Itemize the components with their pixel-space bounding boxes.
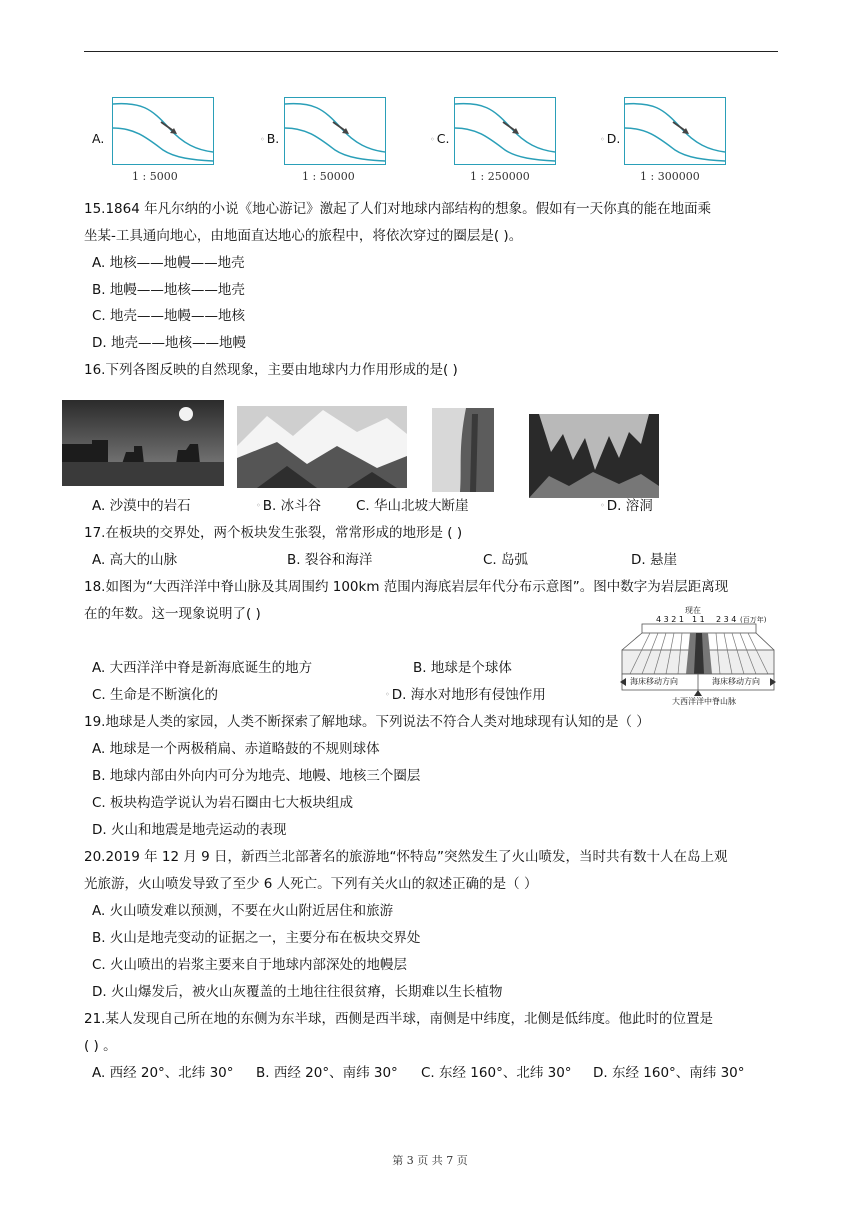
- q20-option-c: C. 火山喷出的岩浆主要来自于地球内部深处的地幔层: [92, 957, 408, 973]
- q18-option-a: A. 大西洋洋中脊是新海底诞生的地方: [92, 660, 313, 676]
- q15-stem-line2: 坐某-工具通向地心，由地面直达地心的旅程中，将依次穿过的圈层是( )。: [84, 228, 523, 244]
- q15-option-b: B. 地幔——地核——地壳: [92, 282, 245, 298]
- photo-cirque-valley: [237, 406, 407, 488]
- q14-map-d: [624, 97, 726, 165]
- q21-option-c: C. 东经 160°、北纬 30°: [421, 1065, 572, 1081]
- q16-option-c: C. 华山北坡大断崖: [356, 498, 469, 514]
- q20-stem-line2: 光旅游，火山喷发导致了至少 6 人死亡。下列有关火山的叙述正确的是（ ）: [84, 876, 538, 892]
- q15-stem-line1: 15.1864 年凡尔纳的小说《地心游记》激起了人们对地球内部结构的想象。假如有一天你真的能在地面乘: [84, 201, 712, 217]
- q18-option-c: C. 生命是不断演化的: [92, 687, 219, 703]
- q20-option-b: B. 火山是地壳变动的证据之一，主要分布在板块交界处: [92, 930, 421, 946]
- q19-option-a: A. 地球是一个两极稍扁、赤道略鼓的不规则球体: [92, 741, 380, 757]
- q18-stem-line1: 18.如图为“大西洋洋中脊山脉及其周围约 100km 范围内海底岩层年代分布示意图”。图中数字为岩层距离现: [84, 579, 729, 595]
- q15-option-d: D. 地壳——地核——地幔: [92, 335, 246, 351]
- q20-option-d: D. 火山爆发后，被火山灰覆盖的土地往往很贫瘠，长期难以生长植物: [92, 984, 503, 1000]
- q17-stem: 17.在板块的交界处，两个板块发生张裂，常常形成的地形是 ( ): [84, 525, 463, 541]
- q16-option-a: A. 沙漠中的岩石: [92, 498, 191, 514]
- q16-stem: 16.下列各图反映的自然现象，主要由地球内力作用形成的是( ): [84, 362, 458, 378]
- q21-option-d: D. 东经 160°、南纬 30°: [593, 1065, 745, 1081]
- q17-option-a: A. 高大的山脉: [92, 552, 178, 568]
- ridge-bottom-label: 大西洋洋中脊山脉: [672, 697, 736, 706]
- header-rule: [84, 51, 778, 52]
- q15-option-c: C. 地壳——地幔——地核: [92, 308, 246, 324]
- q14-scale-c: 1 : 250000: [470, 170, 530, 183]
- q18-option-b: B. 地球是个球体: [413, 660, 512, 676]
- q14-scale-d: 1 : 300000: [640, 170, 700, 183]
- ocean-ridge-diagram: [616, 600, 778, 710]
- q14-option-b-label: ◦ B.: [260, 131, 280, 146]
- q17-option-b: B. 裂谷和海洋: [287, 552, 373, 568]
- q14-map-a: [112, 97, 214, 165]
- ridge-unit-label: (百万年): [740, 616, 767, 624]
- ridge-right-arrow-label: 海床移动方向: [712, 677, 760, 686]
- ridge-top-label: 现在: [685, 606, 701, 615]
- q21-option-a: A. 西经 20°、北纬 30°: [92, 1065, 234, 1081]
- q21-stem-line1: 21.某人发现自己所在地的东侧为东半球，西侧是西半球，南侧是中纬度，北侧是低纬度。他此时的位置是: [84, 1011, 713, 1027]
- q14-scale-b: 1 : 50000: [302, 170, 355, 183]
- q14-option-c-label: ◦ C.: [430, 131, 450, 146]
- ridge-right-numbers: 2 3 4: [716, 615, 737, 624]
- q14-option-a-label: A.: [92, 131, 105, 146]
- q15-option-a: A. 地核——地幔——地壳: [92, 255, 245, 271]
- photo-huashan-cliff: [432, 408, 494, 492]
- q17-option-c: C. 岛弧: [483, 552, 529, 568]
- ridge-center-numbers: 1 1: [692, 615, 705, 624]
- q21-option-b: B. 西经 20°、南纬 30°: [256, 1065, 398, 1081]
- q20-stem-line1: 20.2019 年 12 月 9 日，新西兰北部著名的旅游地“怀特岛”突然发生了火山喷发，当时共有数十人在岛上观: [84, 849, 728, 865]
- q17-option-d: D. 悬崖: [631, 552, 677, 568]
- q18-option-d: ◦ D. 海水对地形有侵蚀作用: [385, 687, 546, 703]
- q14-option-d-label: ◦ D.: [600, 131, 621, 146]
- q19-stem: 19.地球是人类的家园，人类不断探索了解地球。下列说法不符合人类对地球现有认知的是（ ）: [84, 714, 650, 730]
- q16-option-b: ◦ B. 冰斗谷: [256, 498, 322, 514]
- q21-stem-line2: ( ) 。: [84, 1038, 117, 1054]
- photo-desert-rocks: [62, 400, 224, 486]
- q14-scale-a: 1 : 5000: [132, 170, 178, 183]
- page-footer: 第 3 页 共 7 页: [392, 1154, 468, 1167]
- q14-map-b: [284, 97, 386, 165]
- q19-option-b: B. 地球内部由外向内可分为地壳、地幔、地核三个圈层: [92, 768, 421, 784]
- q19-option-c: C. 板块构造学说认为岩石圈由七大板块组成: [92, 795, 354, 811]
- ridge-left-arrow-label: 海床移动方向: [630, 677, 678, 686]
- q18-stem-line2: 在的年数。这一现象说明了( ): [84, 606, 261, 622]
- q20-option-a: A. 火山喷发难以预测，不要在火山附近居住和旅游: [92, 903, 394, 919]
- ridge-left-numbers: 4 3 2 1: [656, 615, 684, 624]
- photo-karst-cave: [529, 414, 659, 498]
- q14-map-c: [454, 97, 556, 165]
- q19-option-d: D. 火山和地震是地壳运动的表现: [92, 822, 287, 838]
- q16-option-d: ◦ D. 溶洞: [600, 498, 653, 514]
